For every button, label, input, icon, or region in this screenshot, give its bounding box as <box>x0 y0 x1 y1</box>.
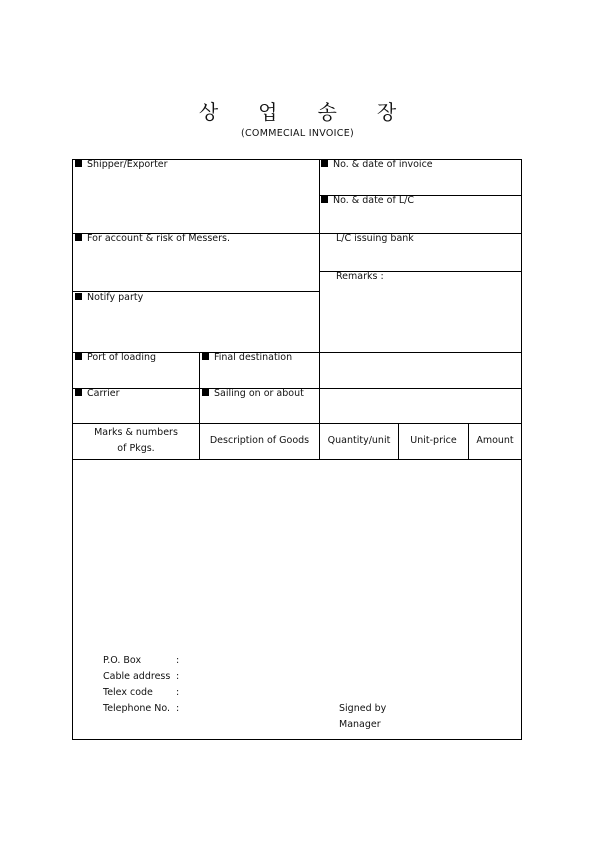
po-box-line: P.O. Box : <box>103 655 180 666</box>
quantity-header: Quantity/unit <box>327 435 391 446</box>
square-bullet-icon <box>202 389 209 396</box>
invoice-no-date-label: No. & date of invoice <box>321 159 433 170</box>
divider <box>73 423 521 424</box>
unit-price-header: Unit-price <box>410 435 457 446</box>
amount-header: Amount <box>476 435 514 446</box>
sailing-label: Sailing on or about <box>202 388 304 399</box>
port-loading-label: Port of loading <box>75 352 156 363</box>
title-char-2: 업 <box>258 100 278 124</box>
title-char-3: 송 <box>317 100 337 124</box>
square-bullet-icon <box>202 353 209 360</box>
signed-by-label: Signed by <box>339 703 387 714</box>
manager-label: Manager <box>339 719 381 730</box>
square-bullet-icon <box>75 234 82 241</box>
title-char-4: 장 <box>376 100 397 124</box>
cable-address-line: Cable address : <box>103 671 180 682</box>
marks-header: Marks & numbers of Pkgs. <box>94 427 178 454</box>
shipper-label: Shipper/Exporter <box>75 159 168 170</box>
lc-no-date-label: No. & date of L/C <box>321 195 414 206</box>
telephone-line: Telephone No. : <box>103 703 180 714</box>
account-risk-label: For account & risk of Messers. <box>75 233 230 244</box>
remarks-label: Remarks : <box>336 271 384 282</box>
square-bullet-icon <box>321 196 328 203</box>
square-bullet-icon <box>75 160 82 167</box>
divider <box>73 459 521 460</box>
square-bullet-icon <box>75 293 82 300</box>
divider <box>319 160 320 459</box>
square-bullet-icon <box>75 353 82 360</box>
square-bullet-icon <box>321 160 328 167</box>
invoice-form <box>72 159 522 740</box>
document-subtitle: (COMMECIAL INVOICE) <box>240 128 355 139</box>
lc-issuing-bank-label: L/C issuing bank <box>336 233 414 244</box>
description-header: Description of Goods <box>209 435 310 446</box>
document-title <box>0 96 595 125</box>
square-bullet-icon <box>75 389 82 396</box>
final-destination-label: Final destination <box>202 352 292 363</box>
carrier-label: Carrier <box>75 388 120 399</box>
notify-party-label: Notify party <box>75 292 143 303</box>
telex-code-line: Telex code : <box>103 687 180 698</box>
title-char-1: 상 <box>198 100 219 124</box>
